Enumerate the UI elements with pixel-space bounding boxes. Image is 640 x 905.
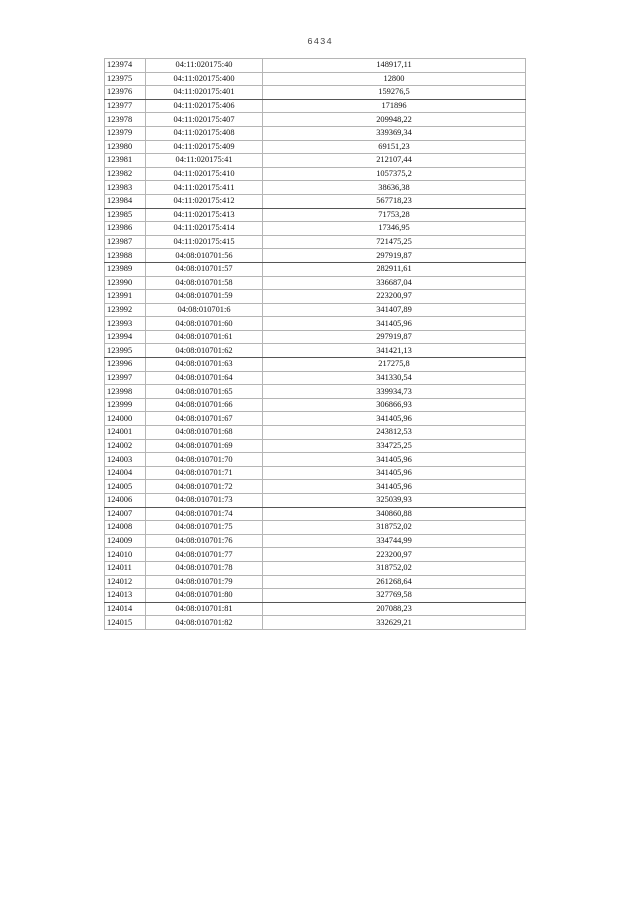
table-row: [105, 548, 526, 562]
row-number-cell: 124011: [105, 561, 146, 575]
cadastral-number-cell: 04:11:020175:40: [146, 59, 263, 73]
table-row: [105, 113, 526, 127]
cadastral-value-cell: 159276,5: [263, 86, 526, 100]
row-number-cell: 123993: [105, 317, 146, 331]
cadastral-number-cell: 04:08:010701:66: [146, 398, 263, 412]
cadastral-number-cell: 04:08:010701:58: [146, 276, 263, 290]
cadastral-value-cell: 71753,28: [263, 208, 526, 222]
cadastral-number-cell: 04:11:020175:408: [146, 126, 263, 140]
cadastral-number-cell: 04:08:010701:70: [146, 453, 263, 467]
cadastral-number-cell: 04:11:020175:410: [146, 167, 263, 181]
table-row: [105, 494, 526, 508]
cadastral-number-cell: 04:08:010701:71: [146, 466, 263, 480]
table-row: [105, 330, 526, 344]
cadastral-number-cell: 04:11:020175:41: [146, 154, 263, 168]
row-number-cell: 124005: [105, 480, 146, 494]
cadastral-number-cell: 04:11:020175:411: [146, 181, 263, 195]
table-row: [105, 507, 526, 521]
table-row: [105, 616, 526, 630]
cadastral-value-cell: 171896: [263, 99, 526, 113]
cadastral-value-cell: 339369,34: [263, 126, 526, 140]
cadastral-number-cell: 04:08:010701:64: [146, 371, 263, 385]
row-number-cell: 124003: [105, 453, 146, 467]
table-row: [105, 602, 526, 616]
cadastral-value-cell: 297919,87: [263, 249, 526, 263]
table-row: [105, 59, 526, 73]
cadastral-number-cell: 04:11:020175:415: [146, 235, 263, 249]
cadastral-value-table: [104, 58, 526, 630]
cadastral-number-cell: 04:08:010701:73: [146, 494, 263, 508]
cadastral-number-cell: 04:08:010701:74: [146, 507, 263, 521]
cadastral-number-cell: 04:08:010701:56: [146, 249, 263, 263]
row-number-cell: 124007: [105, 507, 146, 521]
cadastral-value-cell: 341330,54: [263, 371, 526, 385]
cadastral-number-cell: 04:08:010701:57: [146, 262, 263, 276]
cadastral-value-cell: 340860,88: [263, 507, 526, 521]
row-number-cell: 123986: [105, 222, 146, 236]
table-row: [105, 249, 526, 263]
cadastral-value-cell: 567718,23: [263, 194, 526, 208]
cadastral-value-cell: 38636,38: [263, 181, 526, 195]
cadastral-value-cell: 148917,11: [263, 59, 526, 73]
row-number-cell: 123992: [105, 303, 146, 317]
table-row: [105, 235, 526, 249]
cadastral-value-cell: 243812,53: [263, 426, 526, 440]
cadastral-number-cell: 04:11:020175:414: [146, 222, 263, 236]
cadastral-value-cell: 209948,22: [263, 113, 526, 127]
cadastral-number-cell: 04:08:010701:72: [146, 480, 263, 494]
cadastral-number-cell: 04:11:020175:407: [146, 113, 263, 127]
row-number-cell: 124000: [105, 412, 146, 426]
table-row: [105, 561, 526, 575]
row-number-cell: 123983: [105, 181, 146, 195]
cadastral-value-cell: 207088,23: [263, 602, 526, 616]
cadastral-number-cell: 04:08:010701:61: [146, 330, 263, 344]
table-row: [105, 290, 526, 304]
table-row: [105, 589, 526, 603]
cadastral-number-cell: 04:11:020175:406: [146, 99, 263, 113]
row-number-cell: 123980: [105, 140, 146, 154]
row-number-cell: 123999: [105, 398, 146, 412]
row-number-cell: 123977: [105, 99, 146, 113]
cadastral-value-cell: 318752,02: [263, 561, 526, 575]
row-number-cell: 123975: [105, 72, 146, 86]
cadastral-number-cell: 04:11:020175:400: [146, 72, 263, 86]
cadastral-value-cell: 17346,95: [263, 222, 526, 236]
cadastral-value-cell: 336687,04: [263, 276, 526, 290]
cadastral-value-cell: 69151,23: [263, 140, 526, 154]
cadastral-number-cell: 04:08:010701:65: [146, 385, 263, 399]
row-number-cell: 123991: [105, 290, 146, 304]
cadastral-number-cell: 04:08:010701:78: [146, 561, 263, 575]
row-number-cell: 124012: [105, 575, 146, 589]
cadastral-number-cell: 04:08:010701:6: [146, 303, 263, 317]
cadastral-value-cell: 339934,73: [263, 385, 526, 399]
cadastral-value-cell: 12800: [263, 72, 526, 86]
table-row: [105, 222, 526, 236]
row-number-cell: 123974: [105, 59, 146, 73]
table-row: [105, 167, 526, 181]
row-number-cell: 124006: [105, 494, 146, 508]
cadastral-value-cell: 341405,96: [263, 466, 526, 480]
cadastral-value-cell: 1057375,2: [263, 167, 526, 181]
cadastral-value-cell: 223200,97: [263, 548, 526, 562]
table-row: [105, 358, 526, 372]
cadastral-number-cell: 04:08:010701:59: [146, 290, 263, 304]
row-number-cell: 123987: [105, 235, 146, 249]
cadastral-value-cell: 306866,93: [263, 398, 526, 412]
table-row: [105, 126, 526, 140]
table-body: [105, 59, 526, 630]
table-row: [105, 86, 526, 100]
cadastral-number-cell: 04:08:010701:68: [146, 426, 263, 440]
table-row: [105, 453, 526, 467]
row-number-cell: 123998: [105, 385, 146, 399]
table-row: [105, 344, 526, 358]
row-number-cell: 123982: [105, 167, 146, 181]
cadastral-number-cell: 04:08:010701:76: [146, 534, 263, 548]
cadastral-value-cell: 212107,44: [263, 154, 526, 168]
row-number-cell: 123989: [105, 262, 146, 276]
row-number-cell: 124008: [105, 521, 146, 535]
table-row: [105, 208, 526, 222]
cadastral-number-cell: 04:08:010701:62: [146, 344, 263, 358]
table-row: [105, 385, 526, 399]
table-row: [105, 140, 526, 154]
cadastral-number-cell: 04:11:020175:412: [146, 194, 263, 208]
cadastral-value-cell: 334744,99: [263, 534, 526, 548]
cadastral-number-cell: 04:11:020175:401: [146, 86, 263, 100]
cadastral-value-cell: 341405,96: [263, 480, 526, 494]
cadastral-value-cell: 217275,8: [263, 358, 526, 372]
cadastral-value-cell: 282911,61: [263, 262, 526, 276]
table-row: [105, 194, 526, 208]
cadastral-number-cell: 04:08:010701:80: [146, 589, 263, 603]
row-number-cell: 123994: [105, 330, 146, 344]
cadastral-number-cell: 04:08:010701:77: [146, 548, 263, 562]
table-row: [105, 72, 526, 86]
row-number-cell: 123985: [105, 208, 146, 222]
cadastral-number-cell: 04:11:020175:413: [146, 208, 263, 222]
cadastral-value-cell: 318752,02: [263, 521, 526, 535]
row-number-cell: 123976: [105, 86, 146, 100]
table-row: [105, 99, 526, 113]
cadastral-number-cell: 04:08:010701:82: [146, 616, 263, 630]
table-row: [105, 371, 526, 385]
cadastral-value-cell: 341405,96: [263, 317, 526, 331]
row-number-cell: 124013: [105, 589, 146, 603]
table-row: [105, 480, 526, 494]
cadastral-number-cell: 04:08:010701:79: [146, 575, 263, 589]
cadastral-number-cell: 04:08:010701:69: [146, 439, 263, 453]
row-number-cell: 124015: [105, 616, 146, 630]
cadastral-value-cell: 327769,58: [263, 589, 526, 603]
table-row: [105, 521, 526, 535]
cadastral-value-cell: 721475,25: [263, 235, 526, 249]
cadastral-value-cell: 297919,87: [263, 330, 526, 344]
table-row: [105, 262, 526, 276]
table-row: [105, 398, 526, 412]
cadastral-value-cell: 261268,64: [263, 575, 526, 589]
row-number-cell: 123984: [105, 194, 146, 208]
cadastral-value-cell: 325039,93: [263, 494, 526, 508]
cadastral-number-cell: 04:11:020175:409: [146, 140, 263, 154]
row-number-cell: 123981: [105, 154, 146, 168]
cadastral-value-cell: 341405,96: [263, 453, 526, 467]
row-number-cell: 123995: [105, 344, 146, 358]
cadastral-number-cell: 04:08:010701:81: [146, 602, 263, 616]
table-row: [105, 317, 526, 331]
row-number-cell: 123988: [105, 249, 146, 263]
row-number-cell: 124010: [105, 548, 146, 562]
row-number-cell: 124014: [105, 602, 146, 616]
table-row: [105, 426, 526, 440]
table-row: [105, 466, 526, 480]
cadastral-number-cell: 04:08:010701:75: [146, 521, 263, 535]
cadastral-number-cell: 04:08:010701:60: [146, 317, 263, 331]
cadastral-value-cell: 223200,97: [263, 290, 526, 304]
table-row: [105, 575, 526, 589]
cadastral-value-cell: 341407,89: [263, 303, 526, 317]
row-number-cell: 124002: [105, 439, 146, 453]
table-row: [105, 534, 526, 548]
row-number-cell: 123978: [105, 113, 146, 127]
cadastral-value-cell: 332629,21: [263, 616, 526, 630]
table-row: [105, 303, 526, 317]
table-row: [105, 439, 526, 453]
row-number-cell: 123996: [105, 358, 146, 372]
table-row: [105, 412, 526, 426]
page-number: 6434: [307, 37, 333, 47]
cadastral-value-cell: 341421,13: [263, 344, 526, 358]
table-row: [105, 181, 526, 195]
table-row: [105, 276, 526, 290]
cadastral-value-cell: 334725,25: [263, 439, 526, 453]
table-row: [105, 154, 526, 168]
row-number-cell: 124009: [105, 534, 146, 548]
row-number-cell: 123979: [105, 126, 146, 140]
cadastral-number-cell: 04:08:010701:63: [146, 358, 263, 372]
row-number-cell: 124001: [105, 426, 146, 440]
cadastral-value-cell: 341405,96: [263, 412, 526, 426]
row-number-cell: 124004: [105, 466, 146, 480]
row-number-cell: 123997: [105, 371, 146, 385]
row-number-cell: 123990: [105, 276, 146, 290]
cadastral-number-cell: 04:08:010701:67: [146, 412, 263, 426]
